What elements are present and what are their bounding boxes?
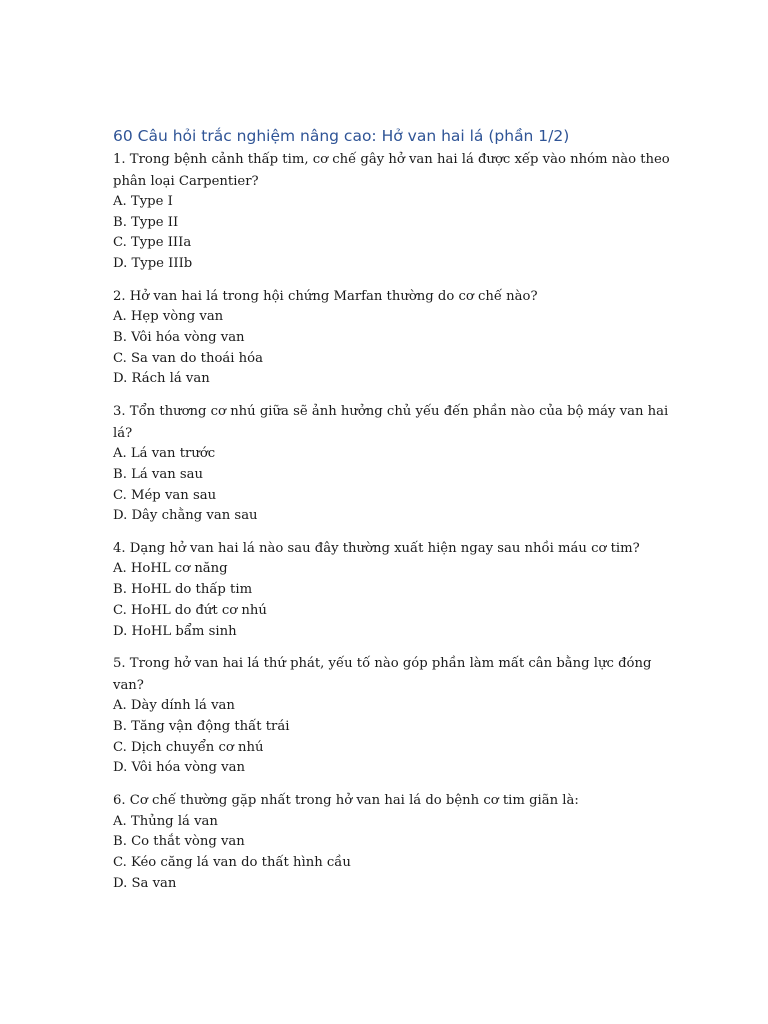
question-text: 1. Trong bệnh cảnh thấp tim, cơ chế gây hở van hai lá được xếp vào nhóm nào theo phân loại Carpentier? [113,152,670,189]
question-text: 6. Cơ chế thường gặp nhất trong hở van hai lá do bệnh cơ tim giãn là: [113,793,579,809]
option-a: A. Thủng lá van [113,813,218,829]
option-c: C. Kéo căng lá van do thất hình cầu [113,854,351,870]
option-a: A. Dày dính lá van [113,698,235,714]
option-b: B. HoHL do thấp tim [113,582,253,598]
option-a: A. Hẹp vòng van [113,309,224,325]
option-c: C. Type IIIa [113,235,192,251]
question-3 [113,401,673,527]
option-b: B. Type II [113,214,179,230]
option-d: D. Vôi hóa vòng van [113,760,245,776]
option-d: D. Rách lá van [113,371,210,387]
option-d: D. Dây chằng van sau [113,508,258,524]
option-d: D. Sa van [113,875,177,891]
question-5 [113,653,673,779]
option-a: A. HoHL cơ năng [113,561,228,577]
option-b: B. Co thắt vòng van [113,834,245,850]
option-d: D. Type IIIb [113,256,193,272]
option-b: B. Lá van sau [113,466,204,482]
option-c: C. HoHL do đứt cơ nhú [113,602,267,618]
option-c: C. Sa van do thoái hóa [113,350,263,366]
question-2 [113,286,673,390]
option-c: C. Mép van sau [113,487,217,503]
option-b: B. Vôi hóa vòng van [113,330,245,346]
question-text: 2. Hở van hai lá trong hội chứng Marfan thường do cơ chế nào? [113,288,538,304]
option-c: C. Dịch chuyển cơ nhú [113,739,264,755]
question-text: 5. Trong hở van hai lá thứ phát, yếu tố nào góp phần làm mất cân bằng lực đóng van? [113,656,652,693]
question-1 [113,149,673,275]
question-text: 3. Tổn thương cơ nhú giữa sẽ ảnh hưởng chủ yếu đến phần nào của bộ máy van hai lá? [113,404,669,441]
question-text: 4. Dạng hở van hai lá nào sau đây thường xuất hiện ngay sau nhồi máu cơ tim? [113,540,640,556]
question-6 [113,790,673,894]
document-title: 60 Câu hỏi trắc nghiệm nâng cao: Hở van hai lá (phần 1/2) [113,127,570,145]
option-d: D. HoHL bẩm sinh [113,623,237,639]
option-a: A. Lá van trước [113,446,216,462]
option-b: B. Tăng vận động thất trái [113,718,290,734]
option-a: A. Type I [113,194,173,209]
document-page [113,124,673,905]
question-4 [113,538,673,642]
